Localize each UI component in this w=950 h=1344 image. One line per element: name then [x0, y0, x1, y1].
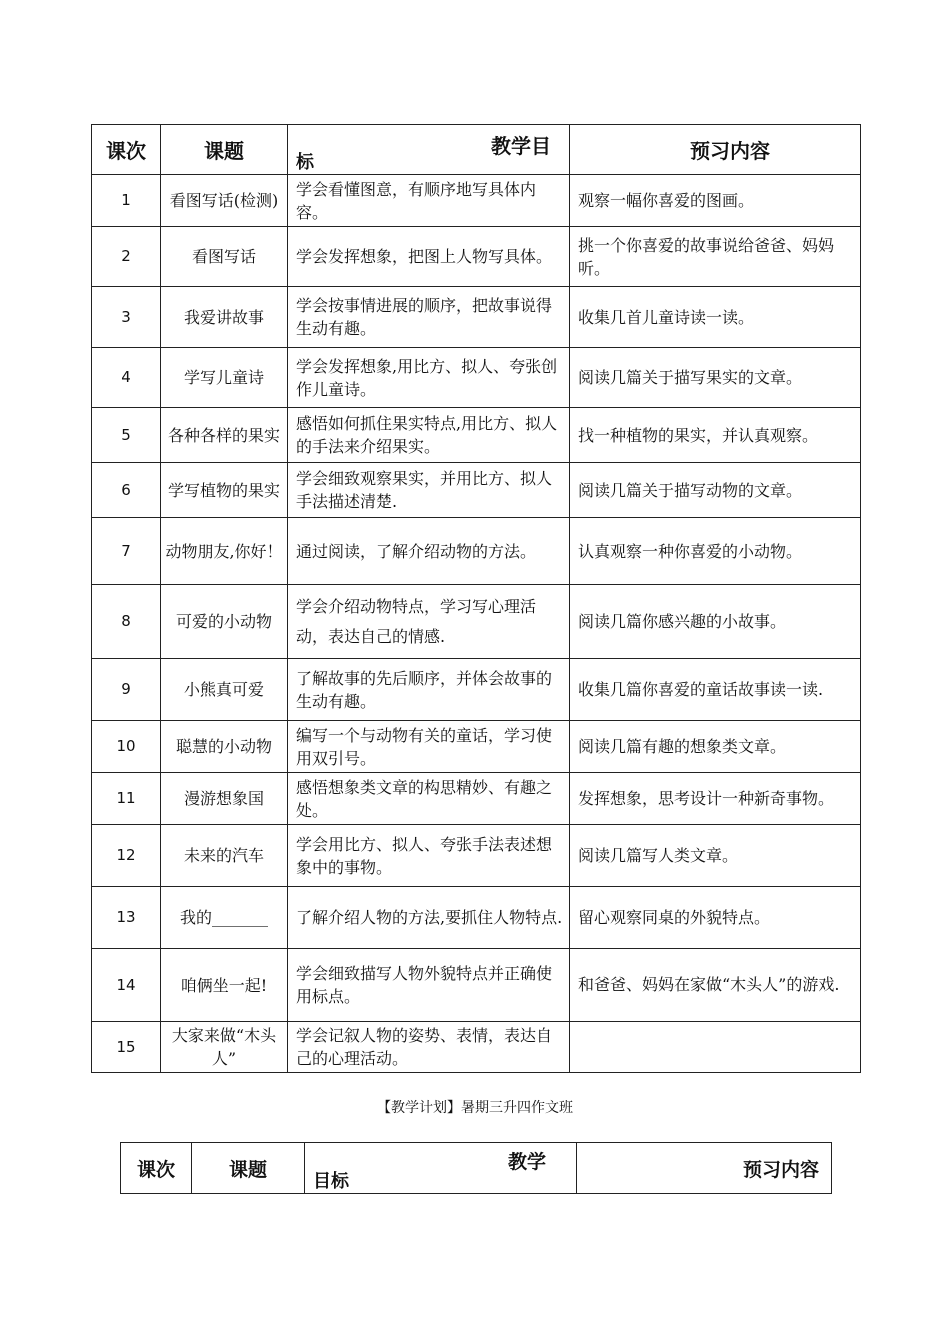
lesson-number: 3 — [92, 287, 161, 348]
table-row — [92, 287, 861, 348]
lesson-goal: 学会记叙人物的姿势、表情，表达自己的心理活动。 — [288, 1022, 570, 1073]
plan-caption: 【教学计划】暑期三升四作文班 — [377, 1100, 573, 1116]
header-topic: 课题 — [192, 1143, 305, 1194]
lesson-number: 5 — [92, 408, 161, 463]
table-row — [92, 348, 861, 408]
table-header-row — [92, 125, 861, 175]
table-row — [92, 408, 861, 463]
lesson-preview: 挑一个你喜爱的故事说给爸爸、妈妈听。 — [570, 227, 861, 287]
lesson-preview — [570, 1022, 861, 1073]
lesson-goal: 学会介绍动物特点，学习写心理活动，表达自己的情感. — [288, 585, 570, 659]
header-teaching-goal-part2: 目标 — [313, 1171, 349, 1192]
lesson-goal: 通过阅读，了解介绍动物的方法。 — [288, 518, 570, 585]
lesson-number: 8 — [92, 585, 161, 659]
lesson-preview: 阅读几篇关于描写果实的文章。 — [570, 348, 861, 408]
lesson-preview: 阅读几篇写人类文章。 — [570, 825, 861, 887]
lesson-preview: 认真观察一种你喜爱的小动物。 — [570, 518, 861, 585]
lesson-goal: 编写一个与动物有关的童话，学习使用双引号。 — [288, 721, 570, 773]
lesson-topic: 可爱的小动物 — [161, 585, 288, 659]
lesson-topic: 咱俩坐一起! — [161, 949, 288, 1022]
lesson-goal: 学会发挥想象,用比方、拟人、夸张创作儿童诗。 — [288, 348, 570, 408]
lesson-goal: 学会细致描写人物外貌特点并正确使用标点。 — [288, 949, 570, 1022]
header-teaching-goal — [305, 1143, 577, 1194]
header-teaching-goal-part2: 标 — [296, 152, 314, 173]
lesson-goal: 感悟如何抓住果实特点,用比方、拟人的手法来介绍果实。 — [288, 408, 570, 463]
lesson-preview: 收集几首儿童诗读一读。 — [570, 287, 861, 348]
lesson-preview: 阅读几篇你感兴趣的小故事。 — [570, 585, 861, 659]
lesson-plan-table — [91, 124, 861, 1073]
lesson-number: 6 — [92, 463, 161, 518]
lesson-preview: 阅读几篇有趣的想象类文章。 — [570, 721, 861, 773]
lesson-goal: 了解介绍人物的方法,要抓住人物特点. — [288, 887, 570, 949]
table-row — [92, 773, 861, 825]
table-row — [92, 518, 861, 585]
header-teaching-goal — [288, 125, 570, 175]
lesson-goal: 感悟想象类文章的构思精妙、有趣之处。 — [288, 773, 570, 825]
header-lesson-number: 课次 — [92, 125, 161, 175]
table-row — [92, 175, 861, 227]
header-lesson-number: 课次 — [121, 1143, 192, 1194]
table-row — [92, 721, 861, 773]
lesson-number: 2 — [92, 227, 161, 287]
lesson-number: 7 — [92, 518, 161, 585]
lesson-number: 4 — [92, 348, 161, 408]
lesson-topic: 学写儿童诗 — [161, 348, 288, 408]
header-preview-content: 预习内容 — [577, 1143, 832, 1194]
table-row — [92, 585, 861, 659]
lesson-preview: 和爸爸、妈妈在家做“木头人”的游戏. — [570, 949, 861, 1022]
lesson-topic: 大家来做“木头人” — [161, 1022, 288, 1073]
lesson-topic: 小熊真可爱 — [161, 659, 288, 721]
lesson-number: 14 — [92, 949, 161, 1022]
table-row — [92, 949, 861, 1022]
lesson-topic: 未来的汽车 — [161, 825, 288, 887]
lesson-goal: 学会细致观察果实，并用比方、拟人手法描述清楚. — [288, 463, 570, 518]
header-teaching-goal-part1: 教学 — [507, 1151, 546, 1173]
table-row — [92, 227, 861, 287]
lesson-preview: 发挥想象，思考设计一种新奇事物。 — [570, 773, 861, 825]
lesson-goal: 了解故事的先后顺序，并体会故事的生动有趣。 — [288, 659, 570, 721]
lesson-goal: 学会发挥想象，把图上人物写具体。 — [288, 227, 570, 287]
lesson-number: 9 — [92, 659, 161, 721]
lesson-number: 15 — [92, 1022, 161, 1073]
lesson-preview: 留心观察同桌的外貌特点。 — [570, 887, 861, 949]
lesson-preview: 阅读几篇关于描写动物的文章。 — [570, 463, 861, 518]
lesson-topic: 各种各样的果实 — [161, 408, 288, 463]
lesson-preview: 收集几篇你喜爱的童话故事读一读. — [570, 659, 861, 721]
lesson-topic: 聪慧的小动物 — [161, 721, 288, 773]
lesson-plan-table-2 — [120, 1142, 832, 1194]
table-header-row — [121, 1143, 832, 1194]
lesson-preview: 找一种植物的果实，并认真观察。 — [570, 408, 861, 463]
table-row — [92, 463, 861, 518]
lesson-topic: 动物朋友,你好！ — [161, 518, 288, 585]
lesson-goal: 学会看懂图意，有顺序地写具体内容。 — [288, 175, 570, 227]
lesson-topic: 学写植物的果实 — [161, 463, 288, 518]
lesson-number: 11 — [92, 773, 161, 825]
lesson-goal: 学会按事情进展的顺序，把故事说得生动有趣。 — [288, 287, 570, 348]
table-row — [92, 1022, 861, 1073]
lesson-preview: 观察一幅你喜爱的图画。 — [570, 175, 861, 227]
lesson-topic: 漫游想象国 — [161, 773, 288, 825]
header-topic: 课题 — [161, 125, 288, 175]
lesson-number: 13 — [92, 887, 161, 949]
lesson-topic: 看图写话 — [161, 227, 288, 287]
lesson-topic: 我的_______ — [161, 887, 288, 949]
lesson-topic: 看图写话(检测) — [161, 175, 288, 227]
lesson-number: 10 — [92, 721, 161, 773]
lesson-goal: 学会用比方、拟人、夸张手法表述想象中的事物。 — [288, 825, 570, 887]
table-row — [92, 825, 861, 887]
lesson-topic: 我爱讲故事 — [161, 287, 288, 348]
table-row — [92, 659, 861, 721]
lesson-number: 1 — [92, 175, 161, 227]
lesson-number: 12 — [92, 825, 161, 887]
table-row — [92, 887, 861, 949]
header-teaching-goal-part1: 教学目 — [491, 134, 551, 158]
header-preview-content: 预习内容 — [570, 125, 861, 175]
